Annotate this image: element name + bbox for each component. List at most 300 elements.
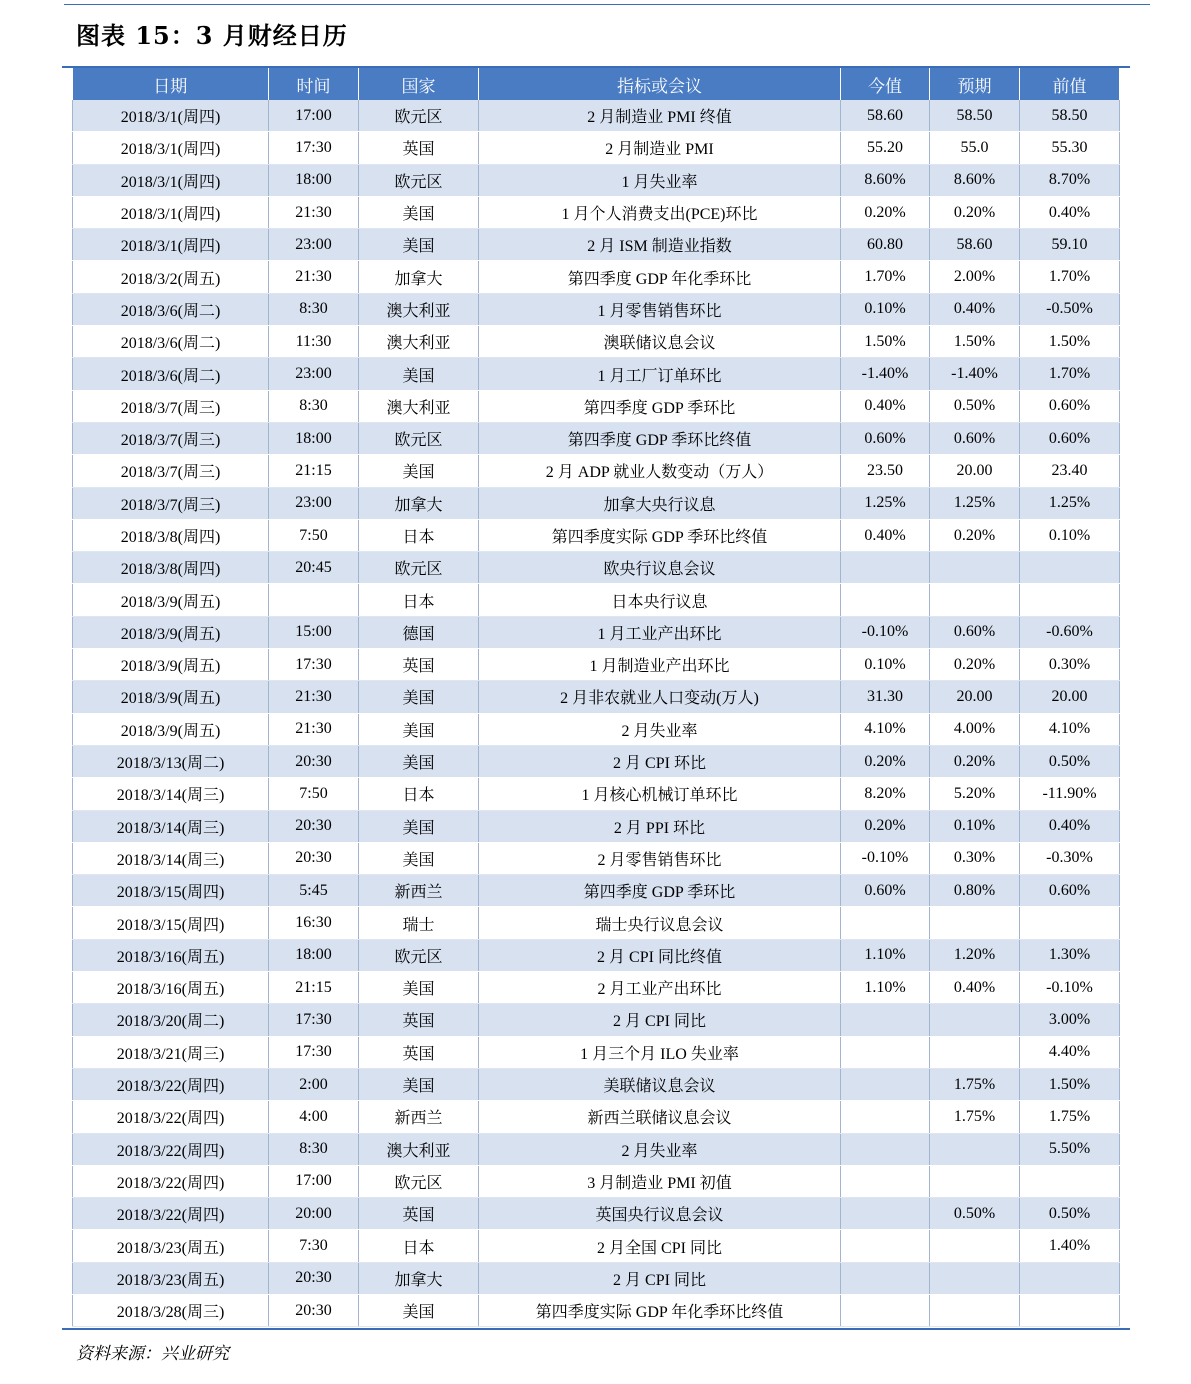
date-cell: 2018/3/23(周五) [73, 1262, 269, 1294]
table-row [73, 778, 1120, 810]
indicator-cell: 1 月核心机械订单环比 [479, 778, 841, 810]
date-cell: 2018/3/22(周四) [73, 1165, 269, 1197]
actual-cell: 58.60 [841, 100, 930, 132]
previous-cell: -0.50% [1020, 293, 1120, 325]
time-cell: 5:45 [269, 875, 359, 907]
actual-cell: 60.80 [841, 229, 930, 261]
indicator-cell: 1 月三个月 ILO 失业率 [479, 1036, 841, 1068]
date-cell: 2018/3/7(周三) [73, 455, 269, 487]
date-cell: 2018/3/22(周四) [73, 1133, 269, 1165]
date-cell: 2018/3/20(周二) [73, 1004, 269, 1036]
time-cell: 23:00 [269, 358, 359, 390]
time-cell: 17:30 [269, 1036, 359, 1068]
table-row [73, 487, 1120, 519]
indicator-cell: 2 月 CPI 同比 [479, 1262, 841, 1294]
forecast-cell [930, 1133, 1020, 1165]
table-row [73, 390, 1120, 422]
date-cell: 2018/3/14(周三) [73, 810, 269, 842]
forecast-cell [930, 1004, 1020, 1036]
bottom-rule [62, 1328, 1130, 1330]
time-cell: 21:30 [269, 261, 359, 293]
indicator-cell: 2 月失业率 [479, 713, 841, 745]
forecast-cell: 4.00% [930, 713, 1020, 745]
indicator-cell: 瑞士央行议息会议 [479, 907, 841, 939]
date-cell: 2018/3/22(周四) [73, 1198, 269, 1230]
date-cell: 2018/3/1(周四) [73, 100, 269, 132]
indicator-cell: 2 月 CPI 同比 [479, 1004, 841, 1036]
country-cell: 欧元区 [359, 1165, 479, 1197]
country-cell: 澳大利亚 [359, 326, 479, 358]
table-row [73, 939, 1120, 971]
table-row [73, 293, 1120, 325]
actual-cell: 4.10% [841, 713, 930, 745]
forecast-cell: 2.00% [930, 261, 1020, 293]
table-row [73, 1262, 1120, 1294]
forecast-cell: 55.0 [930, 132, 1020, 164]
actual-cell: -0.10% [841, 842, 930, 874]
table-row [73, 552, 1120, 584]
actual-cell: 0.40% [841, 519, 930, 551]
actual-cell: 1.25% [841, 487, 930, 519]
previous-cell: 55.30 [1020, 132, 1120, 164]
table-row [73, 422, 1120, 454]
indicator-cell: 新西兰联储议息会议 [479, 1101, 841, 1133]
table-row [73, 1036, 1120, 1068]
actual-cell: 0.20% [841, 810, 930, 842]
actual-cell: 0.20% [841, 745, 930, 777]
header-previous: 前值 [1020, 68, 1120, 100]
country-cell: 美国 [359, 745, 479, 777]
time-cell: 17:30 [269, 1004, 359, 1036]
indicator-cell: 第四季度实际 GDP 季环比终值 [479, 519, 841, 551]
economic-calendar-table [72, 68, 1120, 1327]
date-cell: 2018/3/1(周四) [73, 196, 269, 228]
date-cell: 2018/3/22(周四) [73, 1101, 269, 1133]
actual-cell: -1.40% [841, 358, 930, 390]
time-cell: 23:00 [269, 229, 359, 261]
forecast-cell: 0.50% [930, 390, 1020, 422]
previous-cell: 0.10% [1020, 519, 1120, 551]
country-cell: 日本 [359, 584, 479, 616]
table-row [73, 745, 1120, 777]
table-row [73, 261, 1120, 293]
table-row [73, 616, 1120, 648]
previous-cell: 1.75% [1020, 1101, 1120, 1133]
forecast-cell [930, 1294, 1020, 1326]
time-cell: 17:30 [269, 132, 359, 164]
date-cell: 2018/3/28(周三) [73, 1294, 269, 1326]
date-cell: 2018/3/6(周二) [73, 358, 269, 390]
forecast-cell: 20.00 [930, 681, 1020, 713]
time-cell: 20:30 [269, 1294, 359, 1326]
date-cell: 2018/3/6(周二) [73, 293, 269, 325]
table-row [73, 713, 1120, 745]
date-cell: 2018/3/7(周三) [73, 390, 269, 422]
previous-cell: 3.00% [1020, 1004, 1120, 1036]
time-cell: 7:30 [269, 1230, 359, 1262]
previous-cell: 23.40 [1020, 455, 1120, 487]
previous-cell: -11.90% [1020, 778, 1120, 810]
date-cell: 2018/3/1(周四) [73, 229, 269, 261]
actual-cell: 31.30 [841, 681, 930, 713]
previous-cell: -0.30% [1020, 842, 1120, 874]
previous-cell [1020, 552, 1120, 584]
previous-cell: -0.10% [1020, 972, 1120, 1004]
time-cell: 21:30 [269, 713, 359, 745]
table-row [73, 1133, 1120, 1165]
indicator-cell: 1 月失业率 [479, 164, 841, 196]
previous-cell: 1.30% [1020, 939, 1120, 971]
actual-cell [841, 584, 930, 616]
indicator-cell: 日本央行议息 [479, 584, 841, 616]
forecast-cell: 8.60% [930, 164, 1020, 196]
forecast-cell: -1.40% [930, 358, 1020, 390]
time-cell: 21:15 [269, 455, 359, 487]
time-cell: 21:30 [269, 196, 359, 228]
date-cell: 2018/3/9(周五) [73, 584, 269, 616]
table-row [73, 649, 1120, 681]
country-cell: 澳大利亚 [359, 1133, 479, 1165]
previous-cell [1020, 1165, 1120, 1197]
actual-cell [841, 1101, 930, 1133]
actual-cell: 0.60% [841, 875, 930, 907]
indicator-cell: 2 月工业产出环比 [479, 972, 841, 1004]
country-cell: 美国 [359, 972, 479, 1004]
table-row [73, 810, 1120, 842]
forecast-cell: 0.40% [930, 293, 1020, 325]
country-cell: 美国 [359, 229, 479, 261]
country-cell: 新西兰 [359, 1101, 479, 1133]
table-body [73, 100, 1120, 1327]
indicator-cell: 2 月制造业 PMI 终值 [479, 100, 841, 132]
table-row [73, 972, 1120, 1004]
previous-cell: 1.70% [1020, 261, 1120, 293]
country-cell: 美国 [359, 1068, 479, 1100]
forecast-cell: 1.75% [930, 1068, 1020, 1100]
previous-cell: 1.25% [1020, 487, 1120, 519]
forecast-cell: 20.00 [930, 455, 1020, 487]
forecast-cell [930, 1165, 1020, 1197]
table-row [73, 132, 1120, 164]
header-country: 国家 [359, 68, 479, 100]
country-cell: 英国 [359, 649, 479, 681]
actual-cell [841, 1198, 930, 1230]
date-cell: 2018/3/23(周五) [73, 1230, 269, 1262]
forecast-cell: 0.20% [930, 196, 1020, 228]
country-cell: 欧元区 [359, 422, 479, 454]
time-cell: 20:45 [269, 552, 359, 584]
country-cell: 美国 [359, 713, 479, 745]
date-cell: 2018/3/2(周五) [73, 261, 269, 293]
actual-cell [841, 907, 930, 939]
table-row [73, 1198, 1120, 1230]
actual-cell [841, 1036, 930, 1068]
actual-cell: -0.10% [841, 616, 930, 648]
forecast-cell [930, 1230, 1020, 1262]
indicator-cell: 2 月 CPI 同比终值 [479, 939, 841, 971]
forecast-cell: 1.75% [930, 1101, 1020, 1133]
indicator-cell: 加拿大央行议息 [479, 487, 841, 519]
actual-cell [841, 1294, 930, 1326]
previous-cell: 0.60% [1020, 875, 1120, 907]
time-cell: 18:00 [269, 422, 359, 454]
date-cell: 2018/3/21(周三) [73, 1036, 269, 1068]
previous-cell: 4.40% [1020, 1036, 1120, 1068]
date-cell: 2018/3/9(周五) [73, 713, 269, 745]
indicator-cell: 第四季度 GDP 季环比 [479, 390, 841, 422]
date-cell: 2018/3/7(周三) [73, 487, 269, 519]
actual-cell: 1.10% [841, 972, 930, 1004]
actual-cell: 0.10% [841, 293, 930, 325]
date-cell: 2018/3/6(周二) [73, 326, 269, 358]
date-cell: 2018/3/15(周四) [73, 907, 269, 939]
indicator-cell: 1 月零售销售环比 [479, 293, 841, 325]
time-cell: 7:50 [269, 778, 359, 810]
actual-cell [841, 552, 930, 584]
header-actual: 今值 [841, 68, 930, 100]
actual-cell: 8.60% [841, 164, 930, 196]
header-date: 日期 [73, 68, 269, 100]
previous-cell: 1.50% [1020, 1068, 1120, 1100]
time-cell: 7:50 [269, 519, 359, 551]
table-row [73, 326, 1120, 358]
actual-cell: 0.40% [841, 390, 930, 422]
indicator-cell: 3 月制造业 PMI 初值 [479, 1165, 841, 1197]
time-cell: 20:30 [269, 842, 359, 874]
date-cell: 2018/3/14(周三) [73, 778, 269, 810]
country-cell: 英国 [359, 1004, 479, 1036]
previous-cell: 1.40% [1020, 1230, 1120, 1262]
table-row [73, 681, 1120, 713]
table-row [73, 842, 1120, 874]
country-cell: 澳大利亚 [359, 390, 479, 422]
actual-cell [841, 1230, 930, 1262]
table-row [73, 1101, 1120, 1133]
country-cell: 英国 [359, 1198, 479, 1230]
time-cell: 17:00 [269, 1165, 359, 1197]
previous-cell: 1.50% [1020, 326, 1120, 358]
forecast-cell: 0.20% [930, 745, 1020, 777]
time-cell: 16:30 [269, 907, 359, 939]
actual-cell [841, 1004, 930, 1036]
time-cell: 20:30 [269, 810, 359, 842]
previous-cell [1020, 1294, 1120, 1326]
previous-cell: 20.00 [1020, 681, 1120, 713]
forecast-cell [930, 584, 1020, 616]
top-rule [64, 4, 1150, 5]
country-cell: 欧元区 [359, 552, 479, 584]
indicator-cell: 2 月 ISM 制造业指数 [479, 229, 841, 261]
country-cell: 美国 [359, 810, 479, 842]
forecast-cell: 0.10% [930, 810, 1020, 842]
date-cell: 2018/3/16(周五) [73, 939, 269, 971]
forecast-cell: 0.20% [930, 649, 1020, 681]
time-cell: 23:00 [269, 487, 359, 519]
country-cell: 日本 [359, 778, 479, 810]
date-cell: 2018/3/13(周二) [73, 745, 269, 777]
indicator-cell: 2 月非农就业人口变动(万人) [479, 681, 841, 713]
country-cell: 美国 [359, 842, 479, 874]
forecast-cell [930, 1262, 1020, 1294]
actual-cell: 0.20% [841, 196, 930, 228]
date-cell: 2018/3/8(周四) [73, 519, 269, 551]
indicator-cell: 第四季度 GDP 季环比终值 [479, 422, 841, 454]
forecast-cell: 0.30% [930, 842, 1020, 874]
previous-cell: 0.50% [1020, 1198, 1120, 1230]
previous-cell: 0.40% [1020, 810, 1120, 842]
date-cell: 2018/3/7(周三) [73, 422, 269, 454]
country-cell: 欧元区 [359, 100, 479, 132]
forecast-cell: 0.60% [930, 422, 1020, 454]
indicator-cell: 2 月 CPI 环比 [479, 745, 841, 777]
table-row [73, 164, 1120, 196]
table-row [73, 1004, 1120, 1036]
previous-cell: 4.10% [1020, 713, 1120, 745]
time-cell: 20:30 [269, 745, 359, 777]
country-cell: 日本 [359, 1230, 479, 1262]
indicator-cell: 澳联储议息会议 [479, 326, 841, 358]
previous-cell: 8.70% [1020, 164, 1120, 196]
indicator-cell: 2 月零售销售环比 [479, 842, 841, 874]
forecast-cell: 0.80% [930, 875, 1020, 907]
table-row [73, 1230, 1120, 1262]
indicator-cell: 第四季度 GDP 季环比 [479, 875, 841, 907]
indicator-cell: 1 月个人消费支出(PCE)环比 [479, 196, 841, 228]
table-header-row [73, 68, 1120, 100]
previous-cell: 58.50 [1020, 100, 1120, 132]
indicator-cell: 1 月工业产出环比 [479, 616, 841, 648]
table-row [73, 100, 1120, 132]
source-note: 资料来源：兴业研究 [76, 1344, 229, 1364]
time-cell: 4:00 [269, 1101, 359, 1133]
indicator-cell: 2 月 PPI 环比 [479, 810, 841, 842]
country-cell: 欧元区 [359, 939, 479, 971]
country-cell: 英国 [359, 1036, 479, 1068]
time-cell: 21:15 [269, 972, 359, 1004]
country-cell: 瑞士 [359, 907, 479, 939]
time-cell: 18:00 [269, 164, 359, 196]
time-cell: 17:30 [269, 649, 359, 681]
indicator-cell: 2 月全国 CPI 同比 [479, 1230, 841, 1262]
forecast-cell: 0.40% [930, 972, 1020, 1004]
actual-cell: 1.50% [841, 326, 930, 358]
indicator-cell: 1 月工厂订单环比 [479, 358, 841, 390]
previous-cell: 0.50% [1020, 745, 1120, 777]
figure-title: 图表 15：3 月财经日历 [76, 21, 348, 50]
country-cell: 欧元区 [359, 164, 479, 196]
table-row [73, 584, 1120, 616]
date-cell: 2018/3/1(周四) [73, 132, 269, 164]
table-row [73, 1294, 1120, 1326]
actual-cell: 0.60% [841, 422, 930, 454]
country-cell: 新西兰 [359, 875, 479, 907]
country-cell: 德国 [359, 616, 479, 648]
actual-cell: 1.70% [841, 261, 930, 293]
country-cell: 英国 [359, 132, 479, 164]
header-indicator: 指标或会议 [479, 68, 841, 100]
date-cell: 2018/3/1(周四) [73, 164, 269, 196]
date-cell: 2018/3/8(周四) [73, 552, 269, 584]
forecast-cell: 58.60 [930, 229, 1020, 261]
indicator-cell: 美联储议息会议 [479, 1068, 841, 1100]
country-cell: 加拿大 [359, 1262, 479, 1294]
date-cell: 2018/3/16(周五) [73, 972, 269, 1004]
indicator-cell: 第四季度实际 GDP 年化季环比终值 [479, 1294, 841, 1326]
table-row [73, 358, 1120, 390]
country-cell: 加拿大 [359, 487, 479, 519]
actual-cell [841, 1068, 930, 1100]
calendar-table-container [62, 66, 1130, 1327]
country-cell: 澳大利亚 [359, 293, 479, 325]
previous-cell: 0.60% [1020, 390, 1120, 422]
table-row [73, 519, 1120, 551]
table-row [73, 1068, 1120, 1100]
time-cell: 2:00 [269, 1068, 359, 1100]
time-cell: 17:00 [269, 100, 359, 132]
forecast-cell: 58.50 [930, 100, 1020, 132]
table-row [73, 875, 1120, 907]
actual-cell: 0.10% [841, 649, 930, 681]
country-cell: 美国 [359, 455, 479, 487]
previous-cell: 1.70% [1020, 358, 1120, 390]
country-cell: 美国 [359, 1294, 479, 1326]
forecast-cell [930, 907, 1020, 939]
forecast-cell: 1.50% [930, 326, 1020, 358]
table-row [73, 1165, 1120, 1197]
header-time: 时间 [269, 68, 359, 100]
previous-cell: -0.60% [1020, 616, 1120, 648]
country-cell: 美国 [359, 358, 479, 390]
time-cell [269, 584, 359, 616]
actual-cell: 1.10% [841, 939, 930, 971]
table-row [73, 229, 1120, 261]
forecast-cell: 5.20% [930, 778, 1020, 810]
actual-cell: 55.20 [841, 132, 930, 164]
actual-cell [841, 1165, 930, 1197]
actual-cell: 8.20% [841, 778, 930, 810]
forecast-cell: 0.60% [930, 616, 1020, 648]
date-cell: 2018/3/15(周四) [73, 875, 269, 907]
table-row [73, 907, 1120, 939]
actual-cell [841, 1133, 930, 1165]
forecast-cell: 0.50% [930, 1198, 1020, 1230]
time-cell: 20:30 [269, 1262, 359, 1294]
date-cell: 2018/3/9(周五) [73, 681, 269, 713]
previous-cell: 0.40% [1020, 196, 1120, 228]
time-cell: 8:30 [269, 1133, 359, 1165]
country-cell: 加拿大 [359, 261, 479, 293]
indicator-cell: 英国央行议息会议 [479, 1198, 841, 1230]
previous-cell [1020, 584, 1120, 616]
time-cell: 21:30 [269, 681, 359, 713]
date-cell: 2018/3/22(周四) [73, 1068, 269, 1100]
indicator-cell: 2 月 ADP 就业人数变动（万人） [479, 455, 841, 487]
date-cell: 2018/3/9(周五) [73, 649, 269, 681]
forecast-cell [930, 1036, 1020, 1068]
time-cell: 8:30 [269, 390, 359, 422]
indicator-cell: 1 月制造业产出环比 [479, 649, 841, 681]
table-row [73, 455, 1120, 487]
time-cell: 18:00 [269, 939, 359, 971]
previous-cell: 0.60% [1020, 422, 1120, 454]
date-cell: 2018/3/14(周三) [73, 842, 269, 874]
time-cell: 8:30 [269, 293, 359, 325]
forecast-cell: 1.20% [930, 939, 1020, 971]
forecast-cell [930, 552, 1020, 584]
indicator-cell: 2 月制造业 PMI [479, 132, 841, 164]
forecast-cell: 1.25% [930, 487, 1020, 519]
actual-cell [841, 1262, 930, 1294]
